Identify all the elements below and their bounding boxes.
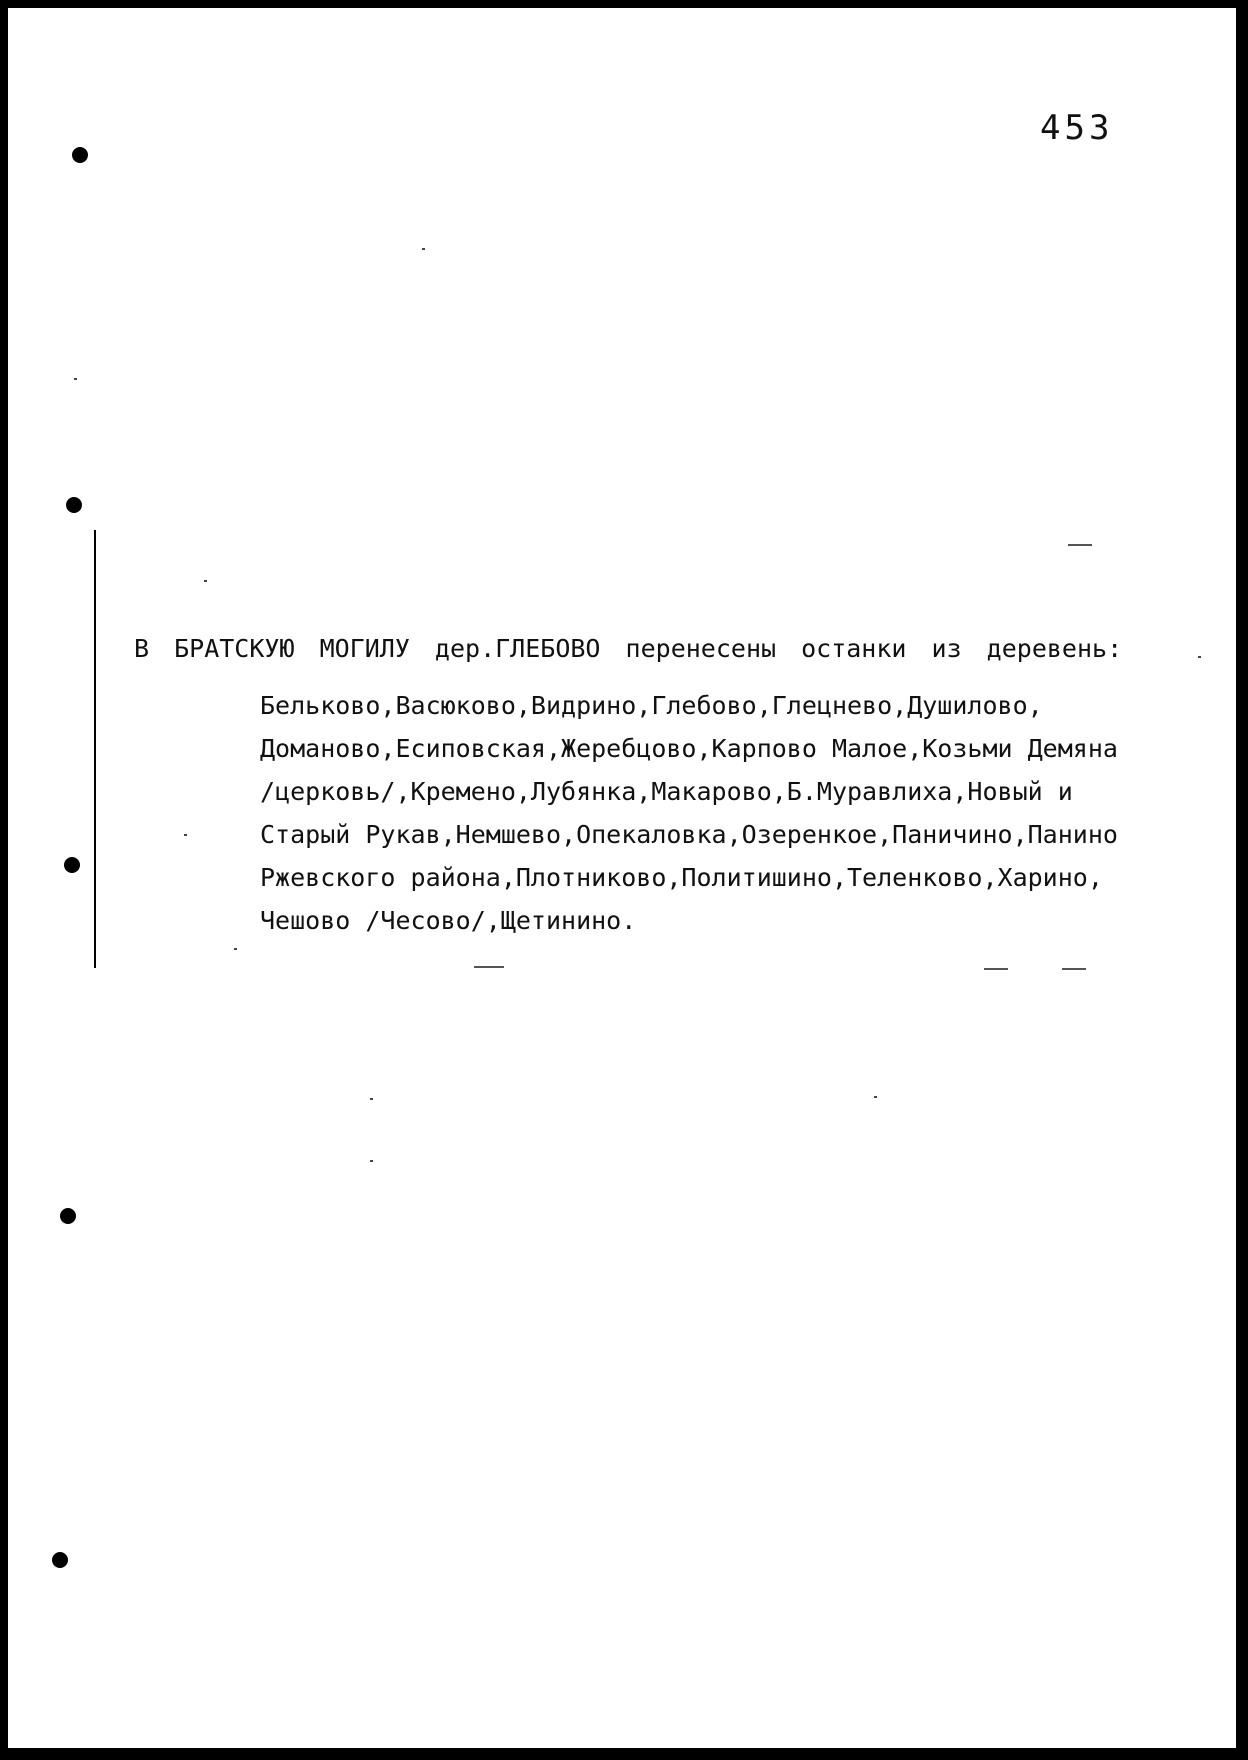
scan-speck [184, 834, 187, 836]
scan-speck [1198, 656, 1201, 658]
scan-dash [1062, 968, 1086, 970]
scan-speck [234, 948, 237, 950]
punch-hole [64, 857, 80, 873]
scan-dash [1068, 544, 1092, 546]
punch-hole [66, 497, 82, 513]
scan-speck [74, 378, 77, 380]
heading: В БРАТСКУЮ МОГИЛУ дер.ГЛЕБОВО перенесены останки из деревень: [134, 634, 1123, 663]
punch-hole [72, 147, 88, 163]
punch-hole [60, 1208, 76, 1224]
punch-hole [52, 1552, 68, 1568]
scan-speck [370, 1160, 373, 1162]
scan-dash [474, 966, 504, 968]
scan-speck [370, 1098, 373, 1100]
scan-dash [984, 968, 1008, 970]
page-number: 453 [1040, 108, 1114, 148]
scan-speck [204, 580, 207, 582]
scan-speck [874, 1096, 877, 1098]
village-list: Белькoво,Васюково,Видрино,Глебово,Глецнево,Душилово, Доманово,Есиповская,Жеребцово,Карпово Малое,Козьми Демяна /церковь/,Кремено,Лубянка,Макарово,Б.Муравлиха,Новый и Старый Рукав,Немшево,Опекаловка,Озеренкое,Паничино,Панино Ржевского района,Плотниково,Политишино,Теленково,Харино, Чешово /Чесово/,Щетинино. [260, 691, 1118, 935]
margin-line [94, 530, 96, 968]
scan-speck [422, 248, 425, 250]
document-page [6, 6, 1238, 1750]
